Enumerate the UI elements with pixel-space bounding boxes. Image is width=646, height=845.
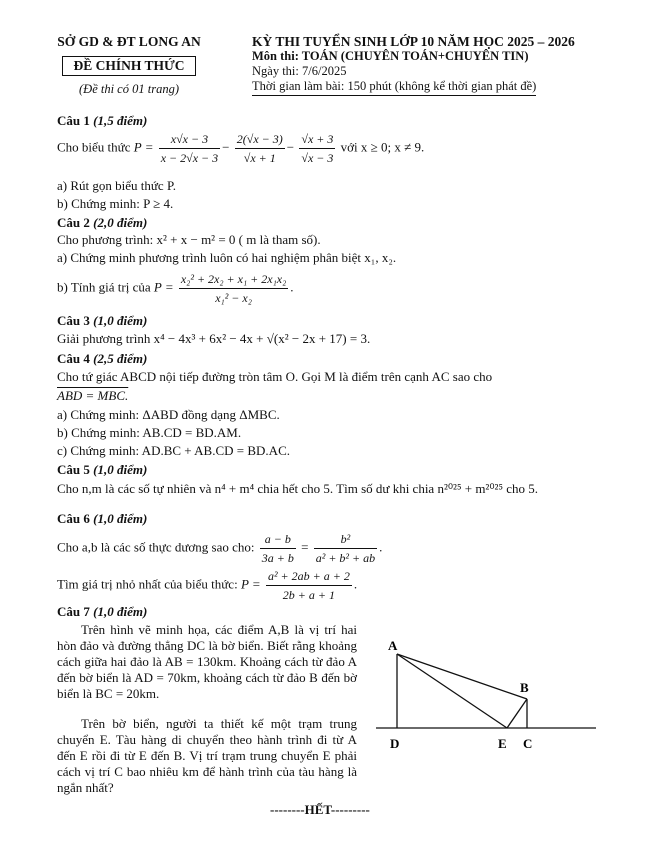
q5-heading: Câu 5 (1,0 điểm) xyxy=(57,462,148,477)
exam-duration: Thời gian làm bài: 150 phút (không kể thời gian phát đề) xyxy=(252,79,536,96)
label-D: D xyxy=(390,736,400,751)
header-left xyxy=(34,34,224,97)
q6-frac-p: $\frac{\text{a² + 2ab + a + 2}}{2b + a + 1}$ xyxy=(267,569,350,602)
org-name: SỞ GD & ĐT LONG AN xyxy=(57,34,201,49)
q2-heading: Câu 2 (2,0 điểm) xyxy=(57,215,148,230)
q1-frac-2: $\frac{2(√x - 3)}{√x + 1}$ xyxy=(236,132,283,165)
q7-paragraph-2: Trên bờ biển, người ta thiết kế một trạm trung chuyển E. Tàu hàng di chuyển theo hành trình đi từ A đến E rồi đi từ E đến B. Vị trí trạm trung chuyển E phải cách vị trí C bao nhiêu km để hành trình của tàu hàng là ngắn nhất? xyxy=(57,716,357,795)
label-C: C xyxy=(523,736,533,751)
segment-AE xyxy=(397,654,507,728)
header-right xyxy=(252,34,575,96)
q4-part-c: c) Chứng minh: AD.BC + AB.CD = BD.AC. xyxy=(57,443,290,458)
label-B: B xyxy=(520,680,529,695)
q1-frac-3: $\frac{√x + 3}{√x - 3}$ xyxy=(301,132,334,165)
label-A: A xyxy=(388,638,398,653)
q4-line2: ABD = MBC. xyxy=(57,388,129,403)
q2-fraction: $\frac{\text{x₂² + 2x₂ + x₁ + 2x₁x₂}}{\text{x₁² − x₂}}$ xyxy=(180,272,287,305)
exam-date: Ngày thi: 7/6/2025 xyxy=(252,64,347,78)
official-label: ĐỀ CHÍNH THỨC xyxy=(62,56,195,76)
segment-EB xyxy=(507,699,527,728)
end-marker: --------HẾT--------- xyxy=(270,802,370,817)
q4-line1: Cho tứ giác ABCD nội tiếp đường tròn tâm O. Gọi M là điểm trên cạnh AC sao cho xyxy=(57,369,493,384)
q6-find: Tìm giá trị nhỏ nhất của biểu thức: P = $\frac{\text{a² + 2ab + a + 2}}{2b + a + 1}$ . xyxy=(57,569,358,602)
q1-expression: Cho biểu thức P = $\frac{x√x - 3}{x - 2√x - 3}$ − $\frac{2(√x - 3)}{√x + 1}$ − $\frac{√x + 3}{√x - 3}$ với x ≥ 0; x ≠ 9. xyxy=(57,132,425,165)
q2-line1: Cho phương trình: x² + x − m² = 0 ( m là tham số). xyxy=(57,232,321,247)
q1-part-b: b) Chứng minh: P ≥ 4. xyxy=(57,196,174,211)
q2-part-b: b) Tính giá trị của P = $\frac{\text{x₂² + 2x₂ + x₁ + 2x₁x₂}}{\text{x₁² − x₂}}$ . xyxy=(57,272,294,305)
q7-heading: Câu 7 (1,0 điểm) xyxy=(57,604,148,619)
pages-note: (Đề thi có 01 trang) xyxy=(79,82,179,96)
q3-heading: Câu 3 (1,0 điểm) xyxy=(57,313,148,328)
segment-AB xyxy=(397,654,527,699)
q7-paragraph-1: Trên hình vẽ minh họa, các điểm A,B là vị trí hai hòn đảo và đường thẳng DC là bờ biển. Biết rằng khoảng cách giữa hai đảo là AB = 130km. Khoảng cách từ đảo A đến bờ biển là AD = 70km, khoảng cách từ đảo B đến bờ biển là BC = 20km. xyxy=(57,622,357,701)
label-E: E xyxy=(498,736,507,751)
q3-line1: Giải phương trình x⁴ − 4x³ + 6x² − 4x + √(x² − 2x + 17) = 3. xyxy=(57,331,371,346)
q5-line1: Cho n,m là các số tự nhiên và n⁴ + m⁴ chia hết cho 5. Tìm số dư khi chia n²⁰²⁵ + m²⁰²⁵ cho 5. xyxy=(57,481,538,496)
q6-frac-left: $\frac{a - b}{3a + b}$ xyxy=(261,532,294,565)
q6-heading: Câu 6 (1,0 điểm) xyxy=(57,511,148,526)
q1-frac-1: $\frac{x√x - 3}{x - 2√x - 3}$ xyxy=(160,132,219,165)
exam-subject: Môn thi: TOÁN (CHUYÊN TOÁN+CHUYÊN TIN) xyxy=(252,49,529,63)
q1-heading: Câu 1 (1,5 điểm) xyxy=(57,113,148,128)
q7-figure xyxy=(370,630,602,760)
q4-part-a: a) Chứng minh: ΔABD đồng dạng ΔMBC. xyxy=(57,407,280,422)
q1-part-a: a) Rút gọn biểu thức P. xyxy=(57,178,176,193)
q6-frac-right: $\frac{\text{b²}}{\text{a² + b² + ab}}$ xyxy=(315,532,376,565)
q6-condition: Cho a,b là các số thực dương sao cho: $\frac{a - b}{3a + b}$ = $\frac{\text{b²}}{\text{a² + b² + ab}}$ . xyxy=(57,532,383,565)
q2-part-a: a) Chứng minh phương trình luôn có hai nghiệm phân biệt x₁, x₂. xyxy=(57,250,397,265)
q4-part-b: b) Chứng minh: AB.CD = BD.AM. xyxy=(57,425,242,440)
q4-heading: Câu 4 (2,5 điểm) xyxy=(57,351,148,366)
exam-title: KỲ THI TUYỂN SINH LỚP 10 NĂM HỌC 2025 – 2026 xyxy=(252,34,575,49)
